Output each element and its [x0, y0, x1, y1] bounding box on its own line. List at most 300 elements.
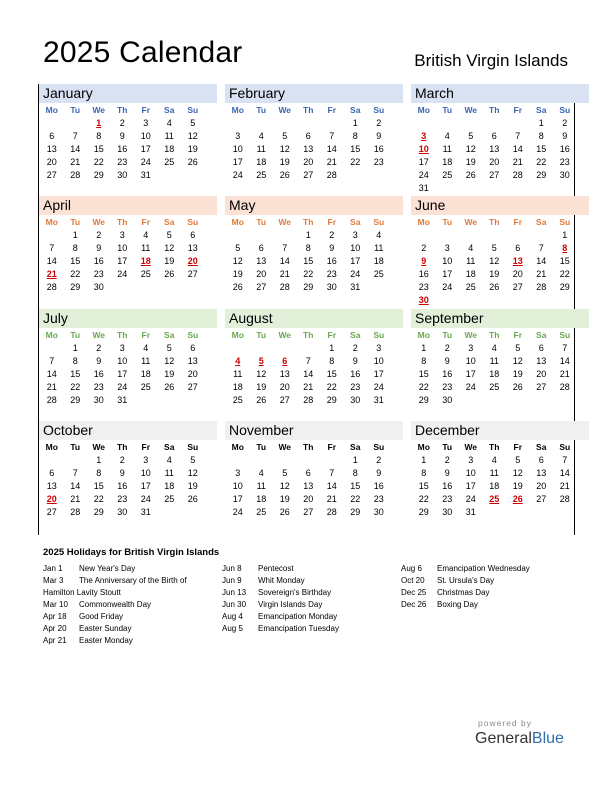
day-cell: 26 [465, 170, 476, 180]
day-cell: 2 [329, 230, 335, 240]
day-cell: 2 [444, 455, 450, 465]
day-cell: 25 [164, 157, 175, 167]
day-cell: 7 [562, 455, 568, 465]
day-cell: 14 [326, 144, 337, 154]
weekday-label: We [278, 105, 292, 115]
holiday-name: St. Ursula's Day [437, 576, 495, 585]
day-cell: 5 [282, 131, 288, 141]
day-cell: 23 [93, 382, 104, 392]
day-cell [459, 294, 483, 307]
day-cell: 1 [421, 455, 427, 465]
day-cell [506, 294, 530, 307]
day-cell [530, 229, 554, 242]
day-cell [436, 182, 460, 195]
week-row [411, 281, 589, 294]
weekday-label: Tu [256, 217, 267, 227]
week-row [411, 229, 589, 242]
day-cell [40, 342, 64, 355]
day-cell: 19 [512, 481, 523, 491]
day-cell: 30 [442, 507, 453, 517]
day-cell: 25 [489, 382, 500, 392]
quarter-row-2 [39, 196, 574, 308]
day-cell: 14 [512, 144, 523, 154]
weekday-label: We [92, 330, 106, 340]
weekday-label: Th [489, 442, 500, 452]
week-row [39, 268, 217, 281]
day-cell: 29 [536, 170, 547, 180]
day-cell: 4 [143, 230, 149, 240]
weekday-label: Fr [513, 217, 522, 227]
day-cell: 24 [418, 170, 429, 180]
day-cell: 17 [350, 256, 361, 266]
day-cell: 28 [303, 395, 314, 405]
week-row [411, 368, 589, 381]
day-cell: 27 [536, 494, 547, 504]
day-cell: 26 [279, 507, 290, 517]
weekday-label: Sa [164, 442, 175, 452]
day-cell: 12 [279, 481, 290, 491]
day-cell: 28 [559, 494, 570, 504]
holiday-column-3 [401, 563, 530, 611]
weekday-header-row [39, 215, 217, 229]
day-cell: 6 [258, 243, 264, 253]
day-cell: 6 [538, 455, 544, 465]
day-cell: 15 [70, 256, 81, 266]
day-cell: 13 [489, 144, 500, 154]
holiday-date: Jun 13 [222, 588, 247, 597]
day-cell: 10 [140, 468, 151, 478]
day-cell [483, 294, 507, 307]
weekday-label: Th [117, 105, 128, 115]
day-cell: 12 [256, 369, 267, 379]
week-row [225, 117, 403, 130]
day-cell: 26 [279, 170, 290, 180]
day-cell: 21 [46, 382, 57, 392]
day-cell: 16 [373, 481, 384, 491]
weekday-label: Mo [231, 105, 244, 115]
weekday-label: Sa [536, 105, 547, 115]
week-row [411, 394, 589, 407]
day-cell: 14 [536, 256, 547, 266]
holiday-item [43, 563, 187, 575]
day-cell: 20 [303, 157, 314, 167]
day-cell: 13 [46, 481, 57, 491]
month-september [411, 309, 589, 421]
day-cell: 17 [418, 157, 429, 167]
holiday-item [401, 587, 530, 599]
day-cell [226, 454, 250, 467]
day-cell: 26 [232, 282, 243, 292]
day-cell: 2 [376, 455, 382, 465]
holiday-name: Christmas Day [437, 588, 490, 597]
weekday-label: Th [303, 217, 314, 227]
holiday-name: Whit Monday [258, 576, 305, 585]
day-cell: 23 [350, 382, 361, 392]
week-row [39, 355, 217, 368]
day-cell: 19 [187, 481, 198, 491]
week-row [225, 143, 403, 156]
day-cell: 1 [562, 230, 568, 240]
day-cell [158, 506, 182, 519]
day-cell: 2 [119, 118, 125, 128]
day-cell: 12 [489, 256, 500, 266]
weekday-label: Th [489, 105, 500, 115]
day-cell [158, 394, 182, 407]
day-cell: 17 [140, 481, 151, 491]
week-row [225, 506, 403, 519]
day-cell: 21 [279, 269, 290, 279]
day-cell: 24 [465, 382, 476, 392]
holiday-day-cell: 10 [418, 144, 429, 154]
day-cell: 3 [235, 131, 241, 141]
weekday-label: We [278, 330, 292, 340]
day-cell: 2 [376, 118, 382, 128]
day-cell [483, 394, 507, 407]
day-cell: 6 [491, 131, 497, 141]
day-cell: 8 [352, 131, 358, 141]
day-cell: 27 [187, 269, 198, 279]
day-cell: 20 [489, 157, 500, 167]
holiday-item [401, 599, 530, 611]
week-row [225, 130, 403, 143]
weekday-label: Mo [417, 105, 430, 115]
holiday-item [222, 563, 339, 575]
holiday-day-cell: 3 [421, 131, 427, 141]
day-cell: 1 [538, 118, 544, 128]
day-cell: 7 [305, 356, 311, 366]
weekday-label: Sa [350, 442, 361, 452]
calendar-grid [38, 84, 575, 535]
holiday-name: Easter Sunday [79, 624, 132, 633]
day-cell: 25 [373, 269, 384, 279]
day-cell: 4 [166, 455, 172, 465]
day-cell: 20 [512, 269, 523, 279]
week-row [411, 117, 589, 130]
week-row [225, 493, 403, 506]
day-cell: 15 [70, 369, 81, 379]
weekday-label: Mo [45, 105, 58, 115]
week-row [39, 467, 217, 480]
month-name: November [225, 421, 403, 440]
day-cell [181, 169, 205, 182]
day-cell: 8 [352, 468, 358, 478]
day-cell: 24 [140, 157, 151, 167]
weekday-label: Th [303, 105, 314, 115]
day-cell [412, 117, 436, 130]
week-row [225, 229, 403, 242]
holiday-date: Apr 20 [43, 624, 67, 633]
day-cell: 21 [559, 369, 570, 379]
holiday-name: Virgin Islands Day [258, 600, 323, 609]
holiday-item [43, 623, 187, 635]
week-row [225, 268, 403, 281]
day-cell [297, 342, 321, 355]
holiday-item [43, 635, 187, 647]
day-cell: 19 [164, 256, 175, 266]
weekday-label: Th [303, 330, 314, 340]
day-cell: 11 [141, 356, 151, 366]
day-cell: 12 [512, 356, 523, 366]
weekday-label: Su [559, 442, 571, 452]
week-row [39, 255, 217, 268]
day-cell: 30 [350, 395, 361, 405]
holiday-date: Apr 18 [43, 612, 67, 621]
day-cell: 20 [303, 494, 314, 504]
day-cell: 28 [46, 282, 57, 292]
week-row [225, 281, 403, 294]
day-cell: 18 [489, 369, 500, 379]
brand-blue: Blue [531, 730, 564, 747]
weekday-label: Fr [141, 442, 150, 452]
day-cell: 6 [190, 343, 196, 353]
day-cell: 4 [258, 131, 264, 141]
holiday-day-cell: 20 [187, 256, 198, 266]
day-cell: 24 [232, 170, 243, 180]
day-cell: 16 [442, 369, 453, 379]
holiday-date: Jun 8 [222, 564, 242, 573]
day-cell: 30 [117, 507, 128, 517]
day-cell: 11 [164, 131, 174, 141]
day-cell: 3 [468, 343, 474, 353]
day-cell: 28 [536, 282, 547, 292]
day-cell: 1 [352, 455, 358, 465]
day-cell: 29 [326, 395, 337, 405]
day-cell: 8 [538, 131, 544, 141]
day-cell [134, 394, 158, 407]
week-row [225, 242, 403, 255]
holiday-name: Emancipation Wednesday [437, 564, 530, 573]
month-july [39, 309, 217, 421]
day-cell: 28 [70, 170, 81, 180]
day-cell: 13 [279, 369, 290, 379]
holiday-day-cell: 18 [140, 256, 151, 266]
day-cell: 7 [282, 243, 288, 253]
day-cell: 2 [444, 343, 450, 353]
brand-general: General [475, 730, 532, 747]
week-row [411, 268, 589, 281]
week-row [411, 454, 589, 467]
weekday-label: Tu [256, 442, 267, 452]
day-cell: 13 [536, 356, 547, 366]
day-cell [436, 294, 460, 307]
day-cell: 4 [491, 455, 497, 465]
day-cell: 12 [187, 131, 198, 141]
weekday-label: Su [187, 330, 199, 340]
day-cell [553, 182, 577, 195]
holiday-name: Commonwealth Day [79, 600, 152, 609]
week-row [39, 130, 217, 143]
day-cell: 19 [232, 269, 243, 279]
weekday-label: Su [373, 442, 385, 452]
holiday-name: Emancipation Tuesday [258, 624, 339, 633]
day-cell: 13 [536, 468, 547, 478]
weekday-label: Mo [45, 330, 58, 340]
day-cell: 8 [421, 356, 427, 366]
weekday-label: Mo [417, 330, 430, 340]
holiday-item [222, 623, 339, 635]
day-cell: 18 [465, 269, 476, 279]
day-cell: 24 [350, 269, 361, 279]
weekday-label: Tu [442, 442, 453, 452]
day-cell: 19 [279, 157, 290, 167]
day-cell: 8 [72, 243, 78, 253]
day-cell: 9 [444, 356, 450, 366]
weekday-label: Su [187, 217, 199, 227]
day-cell: 4 [143, 343, 149, 353]
day-cell: 10 [140, 131, 151, 141]
day-cell: 8 [329, 356, 335, 366]
day-cell: 23 [418, 282, 429, 292]
weekday-label: Sa [164, 105, 175, 115]
day-cell: 1 [96, 455, 102, 465]
day-cell: 22 [303, 269, 314, 279]
day-cell: 27 [279, 395, 290, 405]
month-name: October [39, 421, 217, 440]
day-cell: 8 [72, 356, 78, 366]
day-cell: 23 [442, 382, 453, 392]
day-cell: 31 [140, 507, 151, 517]
day-cell: 28 [279, 282, 290, 292]
day-cell: 27 [46, 507, 57, 517]
day-cell: 17 [373, 369, 384, 379]
day-cell: 2 [96, 343, 102, 353]
weekday-label: Tu [256, 330, 267, 340]
day-cell: 9 [444, 468, 450, 478]
day-cell: 11 [256, 144, 266, 154]
day-cell: 26 [164, 382, 175, 392]
week-row [411, 255, 589, 268]
day-cell: 10 [232, 144, 243, 154]
weekday-label: Mo [45, 217, 58, 227]
day-cell: 18 [373, 256, 384, 266]
day-cell: 14 [559, 356, 570, 366]
day-cell: 25 [232, 395, 243, 405]
day-cell: 2 [119, 455, 125, 465]
day-cell: 26 [489, 282, 500, 292]
day-cell: 3 [376, 343, 382, 353]
weekday-label: Fr [327, 330, 336, 340]
holiday-column-1 [43, 563, 187, 647]
weekday-header-row [225, 440, 403, 454]
day-cell: 22 [93, 157, 104, 167]
weekday-header-row [225, 103, 403, 117]
day-cell [64, 117, 88, 130]
holiday-date: Mar 3 [43, 576, 64, 585]
day-cell: 2 [96, 230, 102, 240]
day-cell: 9 [376, 468, 382, 478]
week-row [225, 355, 403, 368]
weekday-label: Fr [513, 330, 522, 340]
week-row [39, 493, 217, 506]
generalblue-logo[interactable] [475, 730, 564, 748]
day-cell: 7 [329, 131, 335, 141]
holiday-item [222, 599, 339, 611]
week-row [39, 242, 217, 255]
day-cell: 16 [373, 144, 384, 154]
day-cell [506, 182, 530, 195]
day-cell [553, 294, 577, 307]
day-cell: 9 [96, 243, 102, 253]
day-cell: 24 [373, 382, 384, 392]
weekday-label: We [464, 442, 478, 452]
holiday-date: Jun 30 [222, 600, 247, 609]
holiday-day-cell: 5 [258, 356, 264, 366]
week-row [39, 229, 217, 242]
country-name: British Virgin Islands [414, 51, 568, 70]
day-cell [506, 117, 530, 130]
day-cell [273, 117, 297, 130]
holiday-name: New Year's Day [79, 564, 136, 573]
holiday-day-cell: 30 [418, 295, 429, 305]
week-row [39, 381, 217, 394]
day-cell: 8 [421, 468, 427, 478]
day-cell: 1 [352, 118, 358, 128]
day-cell: 5 [282, 468, 288, 478]
month-name: April [39, 196, 217, 215]
day-cell: 12 [164, 243, 175, 253]
day-cell: 9 [119, 468, 125, 478]
weekday-label: Sa [536, 442, 547, 452]
day-cell: 25 [140, 269, 151, 279]
weekday-label: Su [559, 217, 571, 227]
day-cell: 18 [232, 382, 243, 392]
day-cell: 13 [46, 144, 57, 154]
holiday-date: Dec 25 [401, 588, 427, 597]
week-row [225, 394, 403, 407]
day-cell: 28 [559, 382, 570, 392]
day-cell [40, 117, 64, 130]
weekday-label: Fr [513, 105, 522, 115]
day-cell [297, 117, 321, 130]
day-cell: 31 [465, 507, 476, 517]
weekday-label: Sa [536, 330, 547, 340]
day-cell: 21 [559, 481, 570, 491]
day-cell: 3 [143, 118, 149, 128]
weekday-label: Sa [350, 217, 361, 227]
day-cell [530, 294, 554, 307]
day-cell: 26 [187, 494, 198, 504]
month-october [39, 421, 217, 533]
day-cell: 26 [512, 382, 523, 392]
day-cell: 9 [352, 356, 358, 366]
day-cell: 22 [418, 382, 429, 392]
holiday-name: Good Friday [79, 612, 124, 621]
day-cell: 7 [49, 356, 55, 366]
day-cell: 3 [468, 455, 474, 465]
day-cell [436, 117, 460, 130]
day-cell [181, 394, 205, 407]
day-cell: 17 [442, 269, 453, 279]
day-cell: 12 [512, 468, 523, 478]
day-cell [483, 229, 507, 242]
day-cell: 15 [350, 481, 361, 491]
day-cell [530, 394, 554, 407]
day-cell: 6 [305, 468, 311, 478]
month-may [225, 196, 403, 308]
week-row [39, 156, 217, 169]
day-cell: 7 [329, 468, 335, 478]
day-cell [483, 506, 507, 519]
day-cell: 29 [70, 395, 81, 405]
weekday-label: We [464, 105, 478, 115]
day-cell: 23 [442, 494, 453, 504]
day-cell: 1 [329, 343, 335, 353]
week-row [225, 454, 403, 467]
weekday-label: Th [117, 330, 128, 340]
day-cell: 28 [46, 395, 57, 405]
holiday-item [222, 611, 339, 623]
day-cell: 15 [418, 481, 429, 491]
